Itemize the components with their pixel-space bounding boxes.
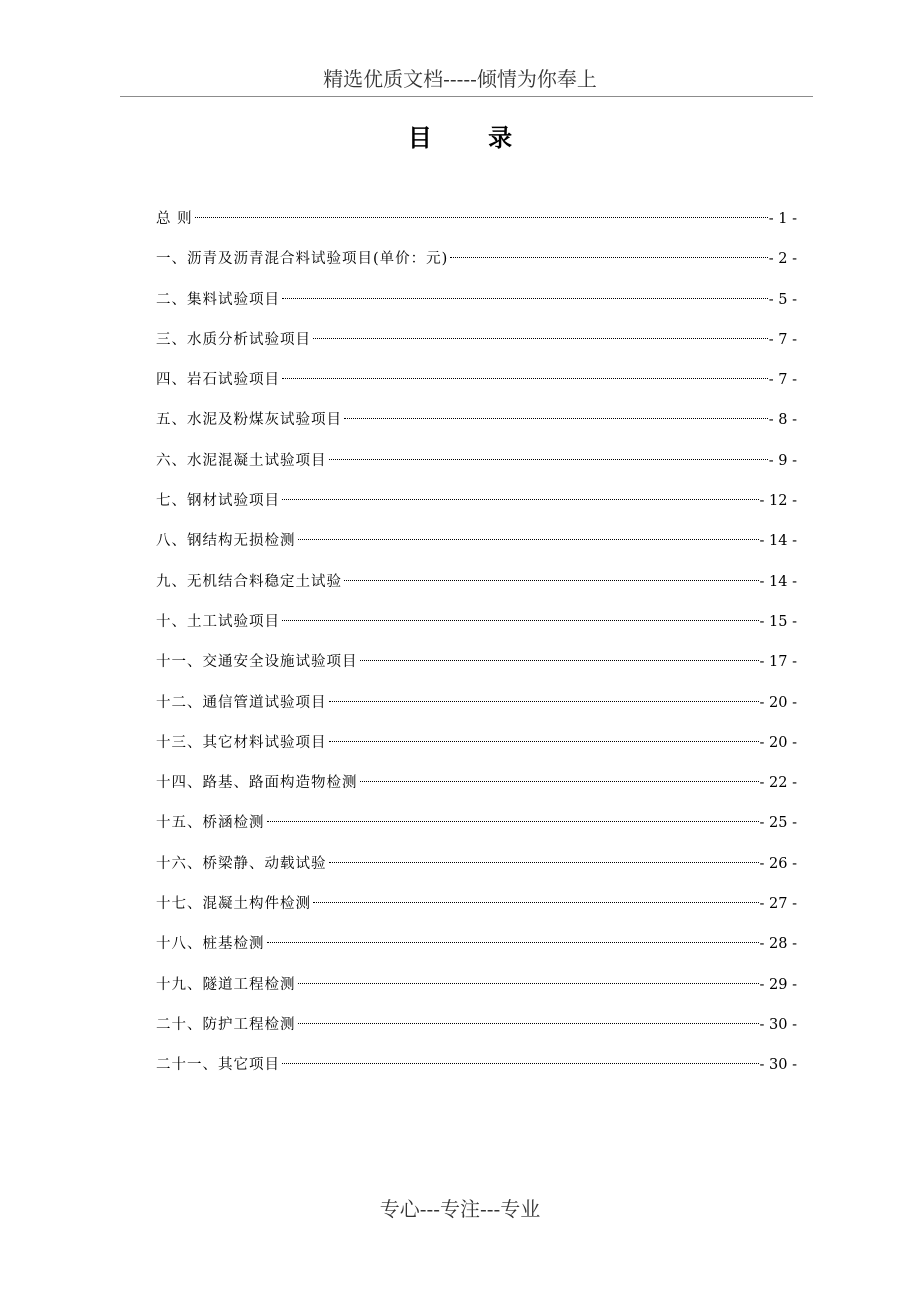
toc-page-number: - 20 - [759, 694, 797, 711]
toc-page-number: - 14 - [759, 573, 797, 590]
toc-dot-leader [282, 606, 759, 626]
toc-entry-bridge-culvert[interactable] [156, 807, 797, 847]
toc-page-number: - 1 - [768, 211, 797, 227]
toc-entry-other-items[interactable] [156, 1049, 797, 1089]
toc-dot-leader [450, 243, 767, 263]
toc-entry-cement-concrete[interactable] [156, 445, 797, 485]
toc-page-number: - 15 - [759, 613, 797, 630]
toc-page-number: - 12 - [759, 493, 797, 510]
toc-dot-leader [267, 928, 759, 948]
toc-entry-label: 十一、交通安全设施试验项目 [156, 654, 358, 671]
toc-dot-leader [282, 364, 768, 384]
toc-entry-label: 二十、防护工程检测 [156, 1016, 296, 1033]
toc-dot-leader [344, 566, 759, 586]
toc-entry-tunnel[interactable] [156, 969, 797, 1009]
toc-dot-leader [298, 1009, 759, 1029]
toc-entry-label: 总 则 [156, 211, 193, 227]
toc-dot-leader [313, 888, 759, 908]
toc-page-number: - 9 - [768, 452, 797, 469]
page-footer: 专心---专注---专业 [379, 1197, 541, 1221]
toc-dot-leader [360, 646, 759, 666]
toc-page-number: - 7 - [768, 372, 797, 389]
page-header: 精选优质文档-----倾情为你奉上 [323, 67, 597, 91]
toc-dot-leader [282, 1049, 759, 1069]
toc-entry-steel-structure-ndt[interactable] [156, 525, 797, 565]
toc-dot-leader [298, 969, 759, 989]
toc-page-number: - 14 - [759, 533, 797, 550]
toc-entry-label: 十九、隧道工程检测 [156, 976, 296, 993]
toc-entry-asphalt[interactable] [156, 243, 797, 283]
toc-dot-leader [329, 445, 768, 465]
toc-entry-label: 一、沥青及沥青混合料试验项目(单价：元) [156, 251, 449, 268]
toc-entry-label: 十六、桥梁静、动载试验 [156, 855, 327, 872]
toc-entry-pile-foundation[interactable] [156, 928, 797, 968]
toc-dot-leader [329, 848, 759, 868]
toc-entry-label: 十七、混凝土构件检测 [156, 896, 311, 913]
toc-entry-protection[interactable] [156, 1009, 797, 1049]
table-of-contents [156, 203, 797, 1090]
toc-entry-subgrade-pavement[interactable] [156, 767, 797, 807]
toc-page-number: - 20 - [759, 734, 797, 751]
toc-entry-label: 七、钢材试验项目 [156, 493, 280, 510]
toc-entry-label: 十、土工试验项目 [156, 613, 280, 630]
toc-page-number: - 25 - [759, 815, 797, 832]
toc-entry-label: 十二、通信管道试验项目 [156, 694, 327, 711]
toc-page-number: - 30 - [759, 1057, 797, 1074]
toc-page-number: - 2 - [768, 251, 797, 268]
toc-entry-steel[interactable] [156, 485, 797, 525]
toc-page-number: - 5 - [768, 291, 797, 308]
toc-entry-label: 九、无机结合料稳定土试验 [156, 573, 342, 590]
header-divider [120, 96, 813, 97]
toc-entry-water-quality[interactable] [156, 324, 797, 364]
toc-entry-communication-conduit[interactable] [156, 687, 797, 727]
toc-entry-label: 十三、其它材料试验项目 [156, 734, 327, 751]
toc-entry-label: 二、集料试验项目 [156, 291, 280, 308]
toc-page-number: - 28 - [759, 936, 797, 953]
toc-dot-leader [298, 525, 759, 545]
toc-entry-label: 八、钢结构无损检测 [156, 533, 296, 550]
toc-entry-aggregate[interactable] [156, 284, 797, 324]
toc-entry-general[interactable] [156, 203, 797, 243]
toc-dot-leader [195, 203, 768, 223]
toc-entry-cement-flyash[interactable] [156, 404, 797, 444]
toc-dot-leader [329, 687, 759, 707]
toc-dot-leader [282, 284, 768, 304]
toc-page-number: - 26 - [759, 855, 797, 872]
toc-page-number: - 29 - [759, 976, 797, 993]
toc-entry-label: 五、水泥及粉煤灰试验项目 [156, 412, 342, 429]
toc-dot-leader [313, 324, 768, 344]
toc-dot-leader [360, 767, 759, 787]
toc-entry-label: 三、水质分析试验项目 [156, 331, 311, 348]
toc-entry-label: 十四、路基、路面构造物检测 [156, 775, 358, 792]
toc-entry-stabilized-soil[interactable] [156, 566, 797, 606]
toc-entry-other-materials[interactable] [156, 727, 797, 767]
toc-entry-traffic-safety[interactable] [156, 646, 797, 686]
toc-page-number: - 8 - [768, 412, 797, 429]
toc-entry-geotechnical[interactable] [156, 606, 797, 646]
toc-entry-label: 六、水泥混凝土试验项目 [156, 452, 327, 469]
toc-entry-label: 十八、桩基检测 [156, 936, 265, 953]
toc-entry-concrete-member[interactable] [156, 888, 797, 928]
toc-dot-leader [329, 727, 759, 747]
toc-page-number: - 27 - [759, 896, 797, 913]
toc-page-number: - 22 - [759, 775, 797, 792]
toc-entry-label: 四、岩石试验项目 [156, 372, 280, 389]
toc-page-number: - 30 - [759, 1016, 797, 1033]
toc-dot-leader [267, 807, 759, 827]
toc-entry-rock[interactable] [156, 364, 797, 404]
toc-page-number: - 17 - [759, 654, 797, 671]
toc-entry-bridge-load-test[interactable] [156, 848, 797, 888]
toc-entry-label: 二十一、其它项目 [156, 1057, 280, 1074]
toc-dot-leader [282, 485, 759, 505]
page-title: 目 录 [407, 123, 537, 152]
toc-page-number: - 7 - [768, 331, 797, 348]
toc-dot-leader [344, 404, 768, 424]
toc-entry-label: 十五、桥涵检测 [156, 815, 265, 832]
